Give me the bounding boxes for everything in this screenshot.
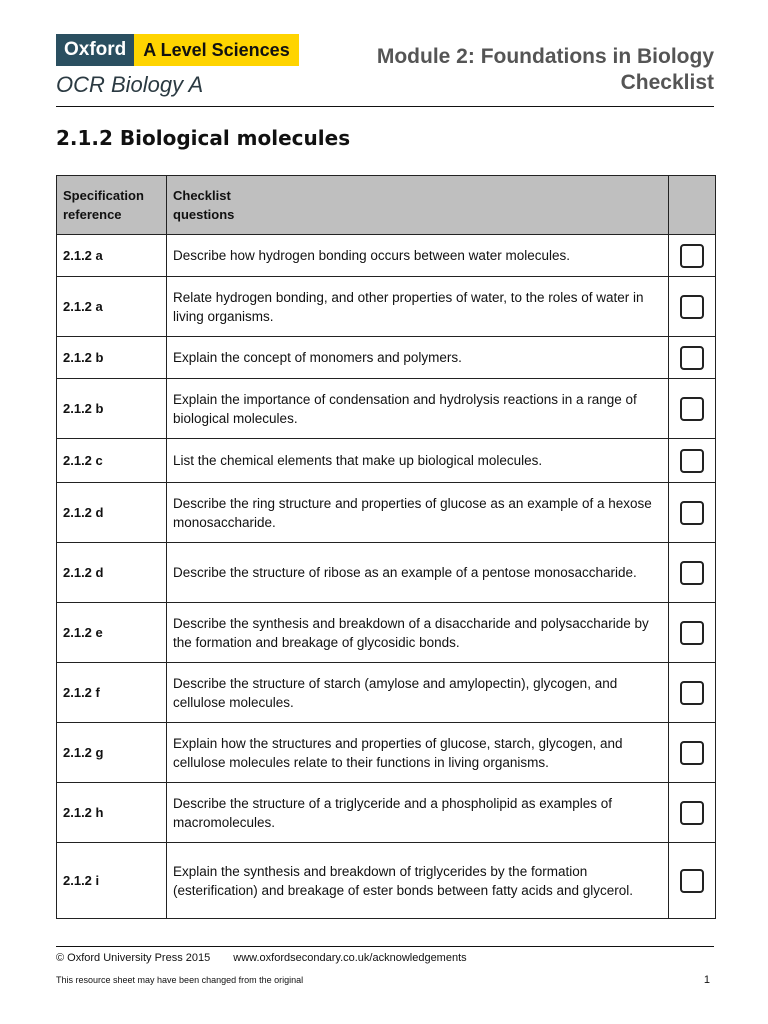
module-title-line2: Checklist	[620, 71, 714, 94]
brand-oxford: Oxford	[56, 34, 134, 66]
checkbox-cell	[669, 783, 716, 843]
checkbox-cell	[669, 235, 716, 277]
table-row	[57, 277, 716, 337]
table-row	[57, 235, 716, 277]
table-row	[57, 843, 716, 919]
header-checkbox-column	[669, 176, 716, 235]
spec-reference-cell: 2.1.2 a	[57, 235, 167, 277]
checkbox-cell	[669, 543, 716, 603]
checkbox-cell	[669, 603, 716, 663]
spec-reference-cell: 2.1.2 h	[57, 783, 167, 843]
checklist-question-cell: Describe the synthesis and breakdown of a disaccharide and polysaccharide by the formation and breakage of glycosidic bonds.	[167, 603, 669, 663]
section-title: 2.1.2 Biological molecules	[56, 126, 351, 150]
checklist-question-cell: Describe how hydrogen bonding occurs between water molecules.	[167, 235, 669, 277]
checkbox-cell	[669, 439, 716, 483]
header-checklist-questions: Checklist questions	[167, 176, 669, 235]
checklist-question-cell: List the chemical elements that make up biological molecules.	[167, 439, 669, 483]
checkbox-cell	[669, 723, 716, 783]
footer-line	[56, 952, 467, 964]
table-row	[57, 439, 716, 483]
table-header-row	[57, 176, 716, 235]
checklist-question-cell: Relate hydrogen bonding, and other properties of water, to the roles of water in living organisms.	[167, 277, 669, 337]
table-row	[57, 723, 716, 783]
page-header	[56, 34, 714, 108]
checkbox[interactable]	[680, 561, 704, 585]
acknowledgements-link[interactable]: www.oxfordsecondary.co.uk/acknowledgements	[233, 952, 467, 964]
copyright-text: © Oxford University Press 2015	[56, 952, 211, 964]
table-row	[57, 603, 716, 663]
spec-reference-cell: 2.1.2 b	[57, 379, 167, 439]
checkbox[interactable]	[680, 869, 704, 893]
spec-reference-cell: 2.1.2 a	[57, 277, 167, 337]
checkbox[interactable]	[680, 449, 704, 473]
checkbox[interactable]	[680, 681, 704, 705]
checkbox[interactable]	[680, 295, 704, 319]
checklist-question-cell: Explain the concept of monomers and polymers.	[167, 337, 669, 379]
checkbox[interactable]	[680, 801, 704, 825]
checkbox[interactable]	[680, 741, 704, 765]
spec-reference-cell: 2.1.2 d	[57, 543, 167, 603]
checklist-question-cell: Describe the structure of ribose as an example of a pentose monosaccharide.	[167, 543, 669, 603]
checkbox-cell	[669, 337, 716, 379]
checkbox[interactable]	[680, 244, 704, 268]
checklist-question-cell: Describe the structure of starch (amylose and amylopectin), glycogen, and cellulose molecules.	[167, 663, 669, 723]
spec-reference-cell: 2.1.2 g	[57, 723, 167, 783]
brand-sciences: A Level Sciences	[134, 34, 298, 66]
subject-title: OCR Biology A	[56, 72, 204, 97]
checkbox-cell	[669, 277, 716, 337]
footer-divider	[56, 946, 714, 947]
table-row	[57, 483, 716, 543]
module-title-line1: Module 2: Foundations in Biology	[376, 45, 714, 68]
checkbox[interactable]	[680, 501, 704, 525]
spec-reference-cell: 2.1.2 d	[57, 483, 167, 543]
checkbox-cell	[669, 483, 716, 543]
checkbox-cell	[669, 379, 716, 439]
table-row	[57, 543, 716, 603]
table-row	[57, 783, 716, 843]
checkbox[interactable]	[680, 621, 704, 645]
checkbox-cell	[669, 843, 716, 919]
spec-reference-cell: 2.1.2 f	[57, 663, 167, 723]
resource-note: This resource sheet may have been changed from the original	[56, 975, 304, 985]
checklist-question-cell: Describe the ring structure and properties of glucose as an example of a hexose monosaccharide.	[167, 483, 669, 543]
checklist-table	[56, 175, 716, 919]
spec-reference-cell: 2.1.2 e	[57, 603, 167, 663]
header-spec-reference: Specification reference	[57, 176, 167, 235]
brand-logo	[56, 34, 299, 66]
checklist-question-cell: Describe the structure of a triglyceride and a phospholipid as examples of macromolecules.	[167, 783, 669, 843]
checklist-question-cell: Explain the importance of condensation and hydrolysis reactions in a range of biological molecules.	[167, 379, 669, 439]
spec-reference-cell: 2.1.2 b	[57, 337, 167, 379]
table-row	[57, 663, 716, 723]
checklist-question-cell: Explain how the structures and properties of glucose, starch, glycogen, and cellulose molecules relate to their functions in living organisms.	[167, 723, 669, 783]
module-title	[377, 44, 714, 96]
table-row	[57, 379, 716, 439]
spec-reference-cell: 2.1.2 i	[57, 843, 167, 919]
checklist-question-cell: Explain the synthesis and breakdown of triglycerides by the formation (esterification) and breakage of ester bonds between fatty acids and glycerol.	[167, 843, 669, 919]
page-number: 1	[703, 974, 710, 986]
checkbox-cell	[669, 663, 716, 723]
checkbox[interactable]	[680, 397, 704, 421]
header-divider	[56, 106, 714, 107]
checkbox[interactable]	[680, 346, 704, 370]
table-row	[57, 337, 716, 379]
spec-reference-cell: 2.1.2 c	[57, 439, 167, 483]
